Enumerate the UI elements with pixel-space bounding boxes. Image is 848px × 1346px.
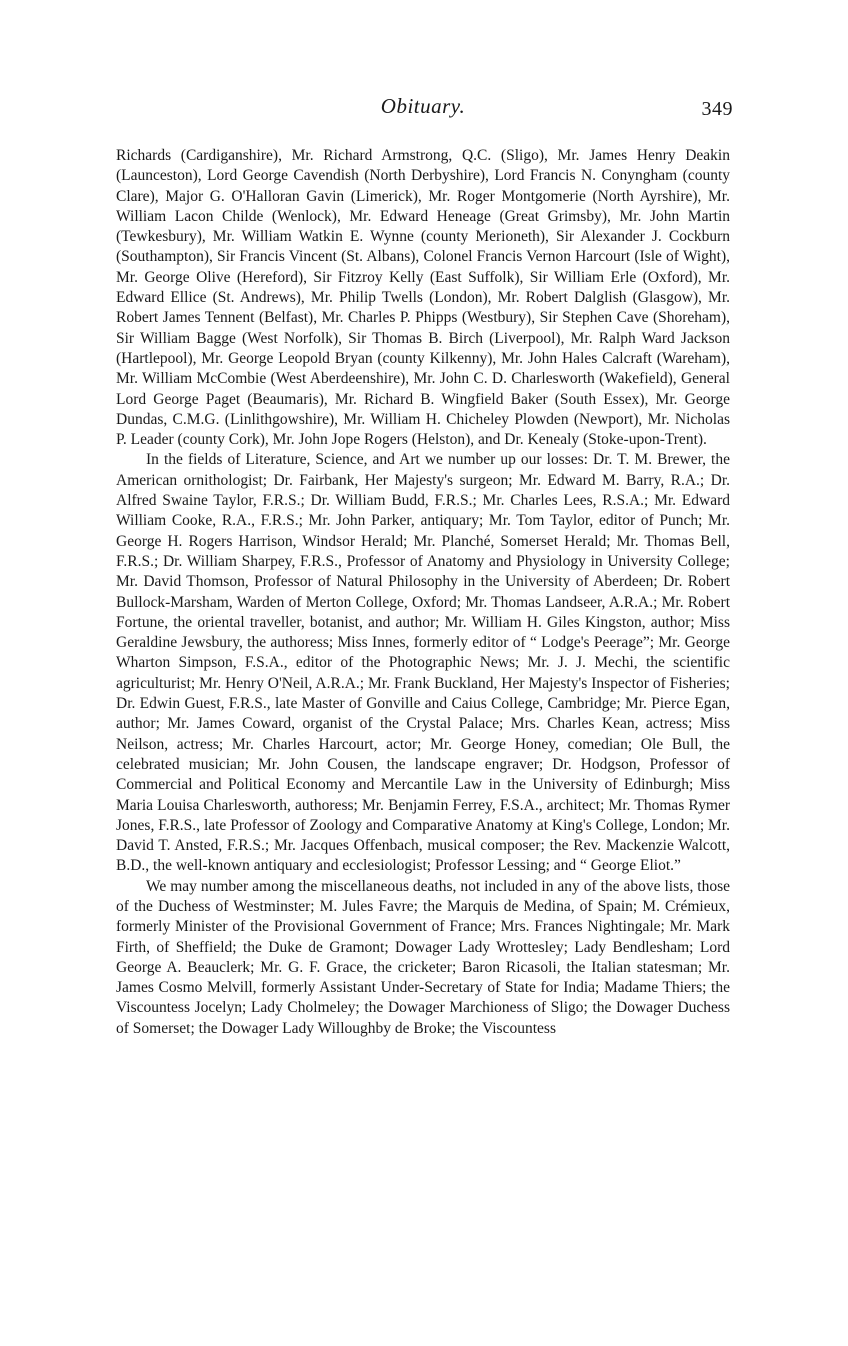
paragraph-literature-science-art: In the fields of Literature, Science, and Art we number up our losses: Dr. T. M. Brewer, the American ornithologist; Dr. Fairbank, Her Majesty's surgeon; Mr. Edward M. Barry, R.A.; Dr. Alfred Swaine Taylor, F.R.S.; Dr. William Budd, F.R.S.; Mr. Charles Lees, R.S.A.; Mr. Edward William Cooke, R.A., F.R.S.; Mr. John Parker, antiquary; Mr. Tom Taylor, editor of Punch; Mr. George H. Rogers Harrison, Windsor Herald; Mr. Planché, Somerset Herald; Mr. Thomas Bell, F.R.S.; Dr. William Sharpey, F.R.S., Professor of Anatomy and Physiology in University College; Mr. David Thomson, Professor of Natural Philosophy in the University of Aberdeen; Dr. Robert Bullock-Marsham, Warden of Merton College, Oxford; Mr. Thomas Landseer, A.R.A.; Mr. Robert Fortune, the oriental traveller, botanist, and author; Mr. William H. Giles Kingston, author; Miss Geraldine Jewsbury, the authoress; Miss Innes, formerly editor of “ Lodge's Peerage”; Mr. George Wharton Simpson, F.S.A., editor of the Photographic News; Mr. J. J. Mechi, the scientific agriculturist; Mr. Henry O'Neil, A.R.A.; Mr. Frank Buckland, Her Majesty's Inspector of Fisheries; Dr. Edwin Guest, F.R.S., late Master of Gonville and Caius College, Cambridge; Mr. Pierce Egan, author; Mr. James Coward, organist of the Crystal Palace; Mrs. Charles Kean, actress; Miss Neilson, actress; Mr. Charles Harcourt, actor; Mr. George Honey, comedian; Ole Bull, the celebrated musician; Mr. John Cousen, the landscape engraver; Dr. Hodgson, Professor of Commercial and Political Economy and Mercantile Law in the University of Edinburgh; Miss Maria Louisa Charlesworth, authoress; Mr. Benjamin Ferrey, F.S.A., architect; Mr. Thomas Rymer Jones, F.R.S., late Professor of Zoology and Comparative Anatomy at King's College, London; Mr. David T. Ansted, F.R.S.; Mr. Jacques Offenbach, musical composer; the Rev. Mackenzie Walcott, B.D., the well-known antiquary and ecclesiologist; Professor Lessing; and “ George Eliot.”: [116, 451, 730, 875]
paragraph-members-continued: Richards (Cardiganshire), Mr. Richard Armstrong, Q.C. (Sligo), Mr. James Henry Deakin (Launceston), Lord George Cavendish (North Derbyshire), Lord Francis N. Conyngham (county Clare), Major G. O'Halloran Gavin (Limerick), Mr. Roger Montgomerie (North Ayrshire), Mr. William Lacon Childe (Wenlock), Mr. Edward Heneage (Great Grimsby), Mr. John Martin (Tewkesbury), Mr. William Watkin E. Wynne (county Merioneth), Sir Alexander J. Cockburn (Southampton), Sir Francis Vincent (St. Albans), Colonel Francis Vernon Harcourt (Isle of Wight), Mr. George Olive (Hereford), Sir Fitzroy Kelly (East Suffolk), Sir William Erle (Oxford), Mr. Edward Ellice (St. Andrews), Mr. Philip Twells (London), Mr. Robert Dalglish (Glasgow), Mr. Robert James Tennent (Belfast), Mr. Charles P. Phipps (Westbury), Sir Stephen Cave (Shoreham), Sir William Bagge (West Norfolk), Sir Thomas B. Birch (Liverpool), Mr. Ralph Ward Jackson (Hartlepool), Mr. George Leopold Bryan (county Kilkenny), Mr. John Hales Calcraft (Wareham), Mr. William McCombie (West Aberdeenshire), Mr. John C. D. Charlesworth (Wakefield), General Lord George Paget (Beaumaris), Mr. Richard B. Wingfield Baker (South Essex), Mr. George Dundas, C.M.G. (Linlithgowshire), Mr. William H. Chicheley Plowden (Newport), Mr. Nicholas P. Leader (county Cork), Mr. John Jope Rogers (Helston), and Dr. Kenealy (Stoke-upon-Trent).: [116, 147, 730, 449]
body-text: [116, 146, 730, 1039]
page-header: [116, 94, 733, 124]
paragraph-miscellaneous-deaths: We may number among the miscellaneous deaths, not included in any of the above lists, those of the Duchess of Westminster; M. Jules Favre; the Marquis de Medina, of Spain; M. Crémieux, formerly Minister of the Provisional Government of France; Mrs. Frances Nightingale; Mr. Mark Firth, of Sheffield; the Duke de Gramont; Dowager Lady Wrottesley; Lady Bendlesham; Lord George A. Beauclerk; Mr. G. F. Grace, the cricketer; Baron Ricasoli, the Italian statesman; Mr. James Cosmo Melvill, formerly Assistant Under-Secretary of State for India; Madame Thiers; the Viscountess Jocelyn; Lady Cholmeley; the Dowager Marchioness of Sligo; the Dowager Duchess of Somerset; the Dowager Lady Willoughby de Broke; the Viscountess: [116, 877, 730, 1037]
running-head: Obituary.: [380, 94, 466, 118]
page-number: 349: [701, 98, 733, 120]
